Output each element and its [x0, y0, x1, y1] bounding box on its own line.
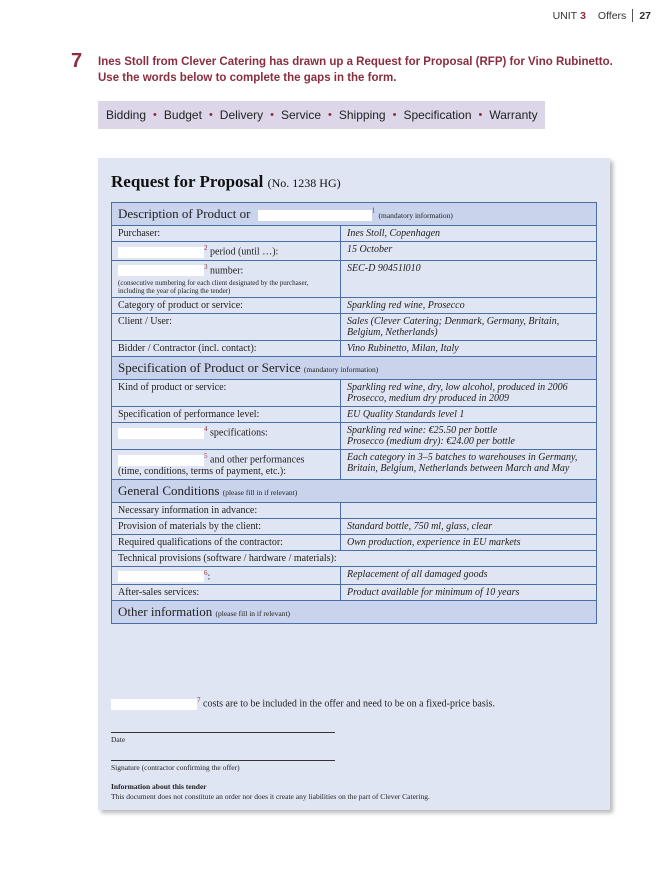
row-label: Required qualifications of the contractor:: [112, 534, 341, 550]
section-name: Offers: [597, 9, 627, 22]
gap-number: 7: [197, 696, 201, 704]
info-text: This document does not constitute an order nor does it create any liabilities on the part of Clever Catering.: [111, 792, 430, 801]
row-value: Own production, experience in EU markets: [341, 534, 597, 550]
row-value: Replacement of all damaged goods: [341, 566, 597, 585]
row-label-note: (time, conditions, terms of payment, etc.):: [118, 465, 287, 477]
bullet-dot: •: [208, 109, 213, 121]
header-divider: [632, 9, 633, 22]
gap-field-4[interactable]: [118, 428, 204, 439]
gap-field-5[interactable]: [118, 455, 204, 466]
date-label: Date: [111, 735, 126, 744]
row-label: Specification of performance level:: [112, 407, 341, 423]
exercise-instruction: Ines Stoll from Clever Catering has drawn up a Request for Proposal (RFP) for Vino Rubinetto. Use the words below to complete the gaps in the form.: [98, 56, 613, 84]
signature-label: Signature (contractor confirming the offer): [111, 763, 240, 772]
section-header-description: [112, 203, 597, 226]
word-item: Specification: [403, 108, 472, 122]
word-item: Service: [281, 108, 322, 122]
table-row: [112, 502, 597, 518]
table-row: [112, 423, 597, 450]
gap-field-1[interactable]: [258, 210, 372, 221]
section-header-specification: [112, 357, 597, 380]
unit-label: UNIT: [552, 9, 578, 22]
table-row: [112, 550, 597, 566]
section-note: (mandatory information): [378, 211, 453, 220]
row-label: Client / User:: [112, 314, 341, 341]
section-header-general: [112, 479, 597, 502]
row-label: and other performances: [210, 454, 305, 466]
row-value-empty: [341, 502, 597, 518]
table-row: [112, 450, 597, 480]
row-note: (consecutive numbering for each client designated by the purchaser, including the year of placing the tender): [118, 279, 309, 296]
rfp-form: [98, 158, 610, 810]
section-header-other: [112, 601, 597, 624]
row-label: specifications:: [210, 427, 268, 439]
section-note: (please fill in if relevant): [222, 487, 298, 497]
word-item: Bidding: [106, 108, 147, 122]
table-row: [112, 341, 597, 357]
gap-field-7[interactable]: [111, 699, 197, 710]
section-note: (mandatory information): [303, 365, 379, 375]
table-row: [112, 534, 597, 550]
row-value: Each category in 3–5 batches to warehouses in Germany, Britain, Belgium, Netherlands between March and May: [341, 450, 597, 480]
table-row: [112, 585, 597, 601]
bullet-dot: •: [392, 109, 397, 121]
row-value: Sales (Clever Catering; Denmark, Germany, Britain, Belgium, Netherlands): [341, 314, 597, 341]
table-row: [112, 260, 597, 298]
costs-text: costs are to be included in the offer and need to be on a fixed-price basis.: [203, 698, 495, 710]
table-row: [112, 380, 597, 407]
bullet-dot: •: [270, 109, 274, 121]
row-value: Product available for minimum of 10 years: [341, 585, 597, 601]
row-value: Sparkling red wine, dry, low alcohol, produced in 2006: [347, 382, 568, 394]
row-value: Prosecco, medium dry produced in 2009: [347, 393, 510, 405]
section-title: General Conditions: [118, 482, 220, 498]
unit-number: 3: [580, 9, 586, 22]
page-number: 27: [639, 9, 651, 22]
costs-line: [111, 696, 495, 710]
section-title: Specification of Product or Service: [118, 360, 301, 376]
gap-number: 3: [204, 262, 208, 271]
row-value: EU Quality Standards level 1: [341, 407, 597, 423]
table-row: [112, 298, 597, 314]
row-label: number:: [210, 264, 244, 276]
word-item: Warranty: [489, 108, 538, 122]
exercise-number: 7: [71, 50, 83, 72]
row-label: Purchaser:: [112, 226, 341, 242]
info-heading: Information about this tender: [111, 782, 207, 791]
word-box: [98, 101, 545, 129]
row-label: Technical provisions (software / hardware / materials):: [112, 550, 597, 566]
gap-number: 4: [204, 425, 208, 434]
gap-number: 2: [204, 244, 208, 252]
row-value: Sparkling red wine, Prosecco: [341, 298, 597, 314]
rfp-table: [111, 202, 597, 624]
table-row: [112, 226, 597, 242]
row-label: Provision of materials by the client:: [112, 518, 341, 534]
row-label: Necessary information in advance:: [112, 502, 341, 518]
form-title-text: Request for Proposal: [111, 172, 264, 191]
row-label: Kind of product or service:: [112, 380, 341, 407]
row-value: Sparkling red wine: €25.50 per bottle: [347, 425, 498, 437]
word-item: Budget: [163, 108, 202, 122]
section-note: (please fill in if relevant): [215, 609, 291, 619]
gap-field-3[interactable]: [118, 265, 204, 276]
row-label: Category of product or service:: [112, 298, 341, 314]
table-row: [112, 242, 597, 261]
row-value: Prosecco (medium dry): €24.00 per bottle: [347, 436, 515, 448]
gap-field-2[interactable]: [118, 247, 204, 258]
page-header: [553, 9, 651, 22]
table-row: [112, 407, 597, 423]
word-item: Shipping: [338, 108, 386, 122]
section-title: Description of Product or: [118, 206, 251, 221]
bullet-dot: •: [328, 109, 332, 121]
form-title: [111, 172, 341, 192]
signature-line[interactable]: [111, 760, 335, 761]
bullet-dot: •: [478, 109, 483, 121]
form-number: (No. 1238 HG): [267, 176, 341, 190]
row-value: Ines Stoll, Copenhagen: [341, 226, 597, 242]
row-value: Vino Rubinetto, Milan, Italy: [341, 341, 597, 357]
row-value: 15 October: [341, 242, 597, 261]
gap-number: 6: [204, 568, 208, 577]
table-row: [112, 314, 597, 341]
row-label: :: [207, 570, 211, 582]
table-row: [112, 566, 597, 585]
row-value: SEC-D 90451l010: [341, 260, 597, 298]
gap-number: 1: [371, 206, 376, 215]
section-title: Other information: [118, 604, 213, 620]
row-label: After-sales services:: [112, 585, 341, 601]
row-label: Bidder / Contractor (incl. contact):: [112, 341, 341, 357]
gap-field-6[interactable]: [118, 571, 204, 582]
word-item: Delivery: [219, 108, 264, 122]
row-value: Standard bottle, 750 ml, glass, clear: [341, 518, 597, 534]
table-row: [112, 518, 597, 534]
date-line[interactable]: [111, 732, 335, 733]
bullet-dot: •: [153, 109, 157, 121]
gap-number: 5: [204, 452, 208, 461]
row-label: period (until …):: [210, 246, 279, 258]
